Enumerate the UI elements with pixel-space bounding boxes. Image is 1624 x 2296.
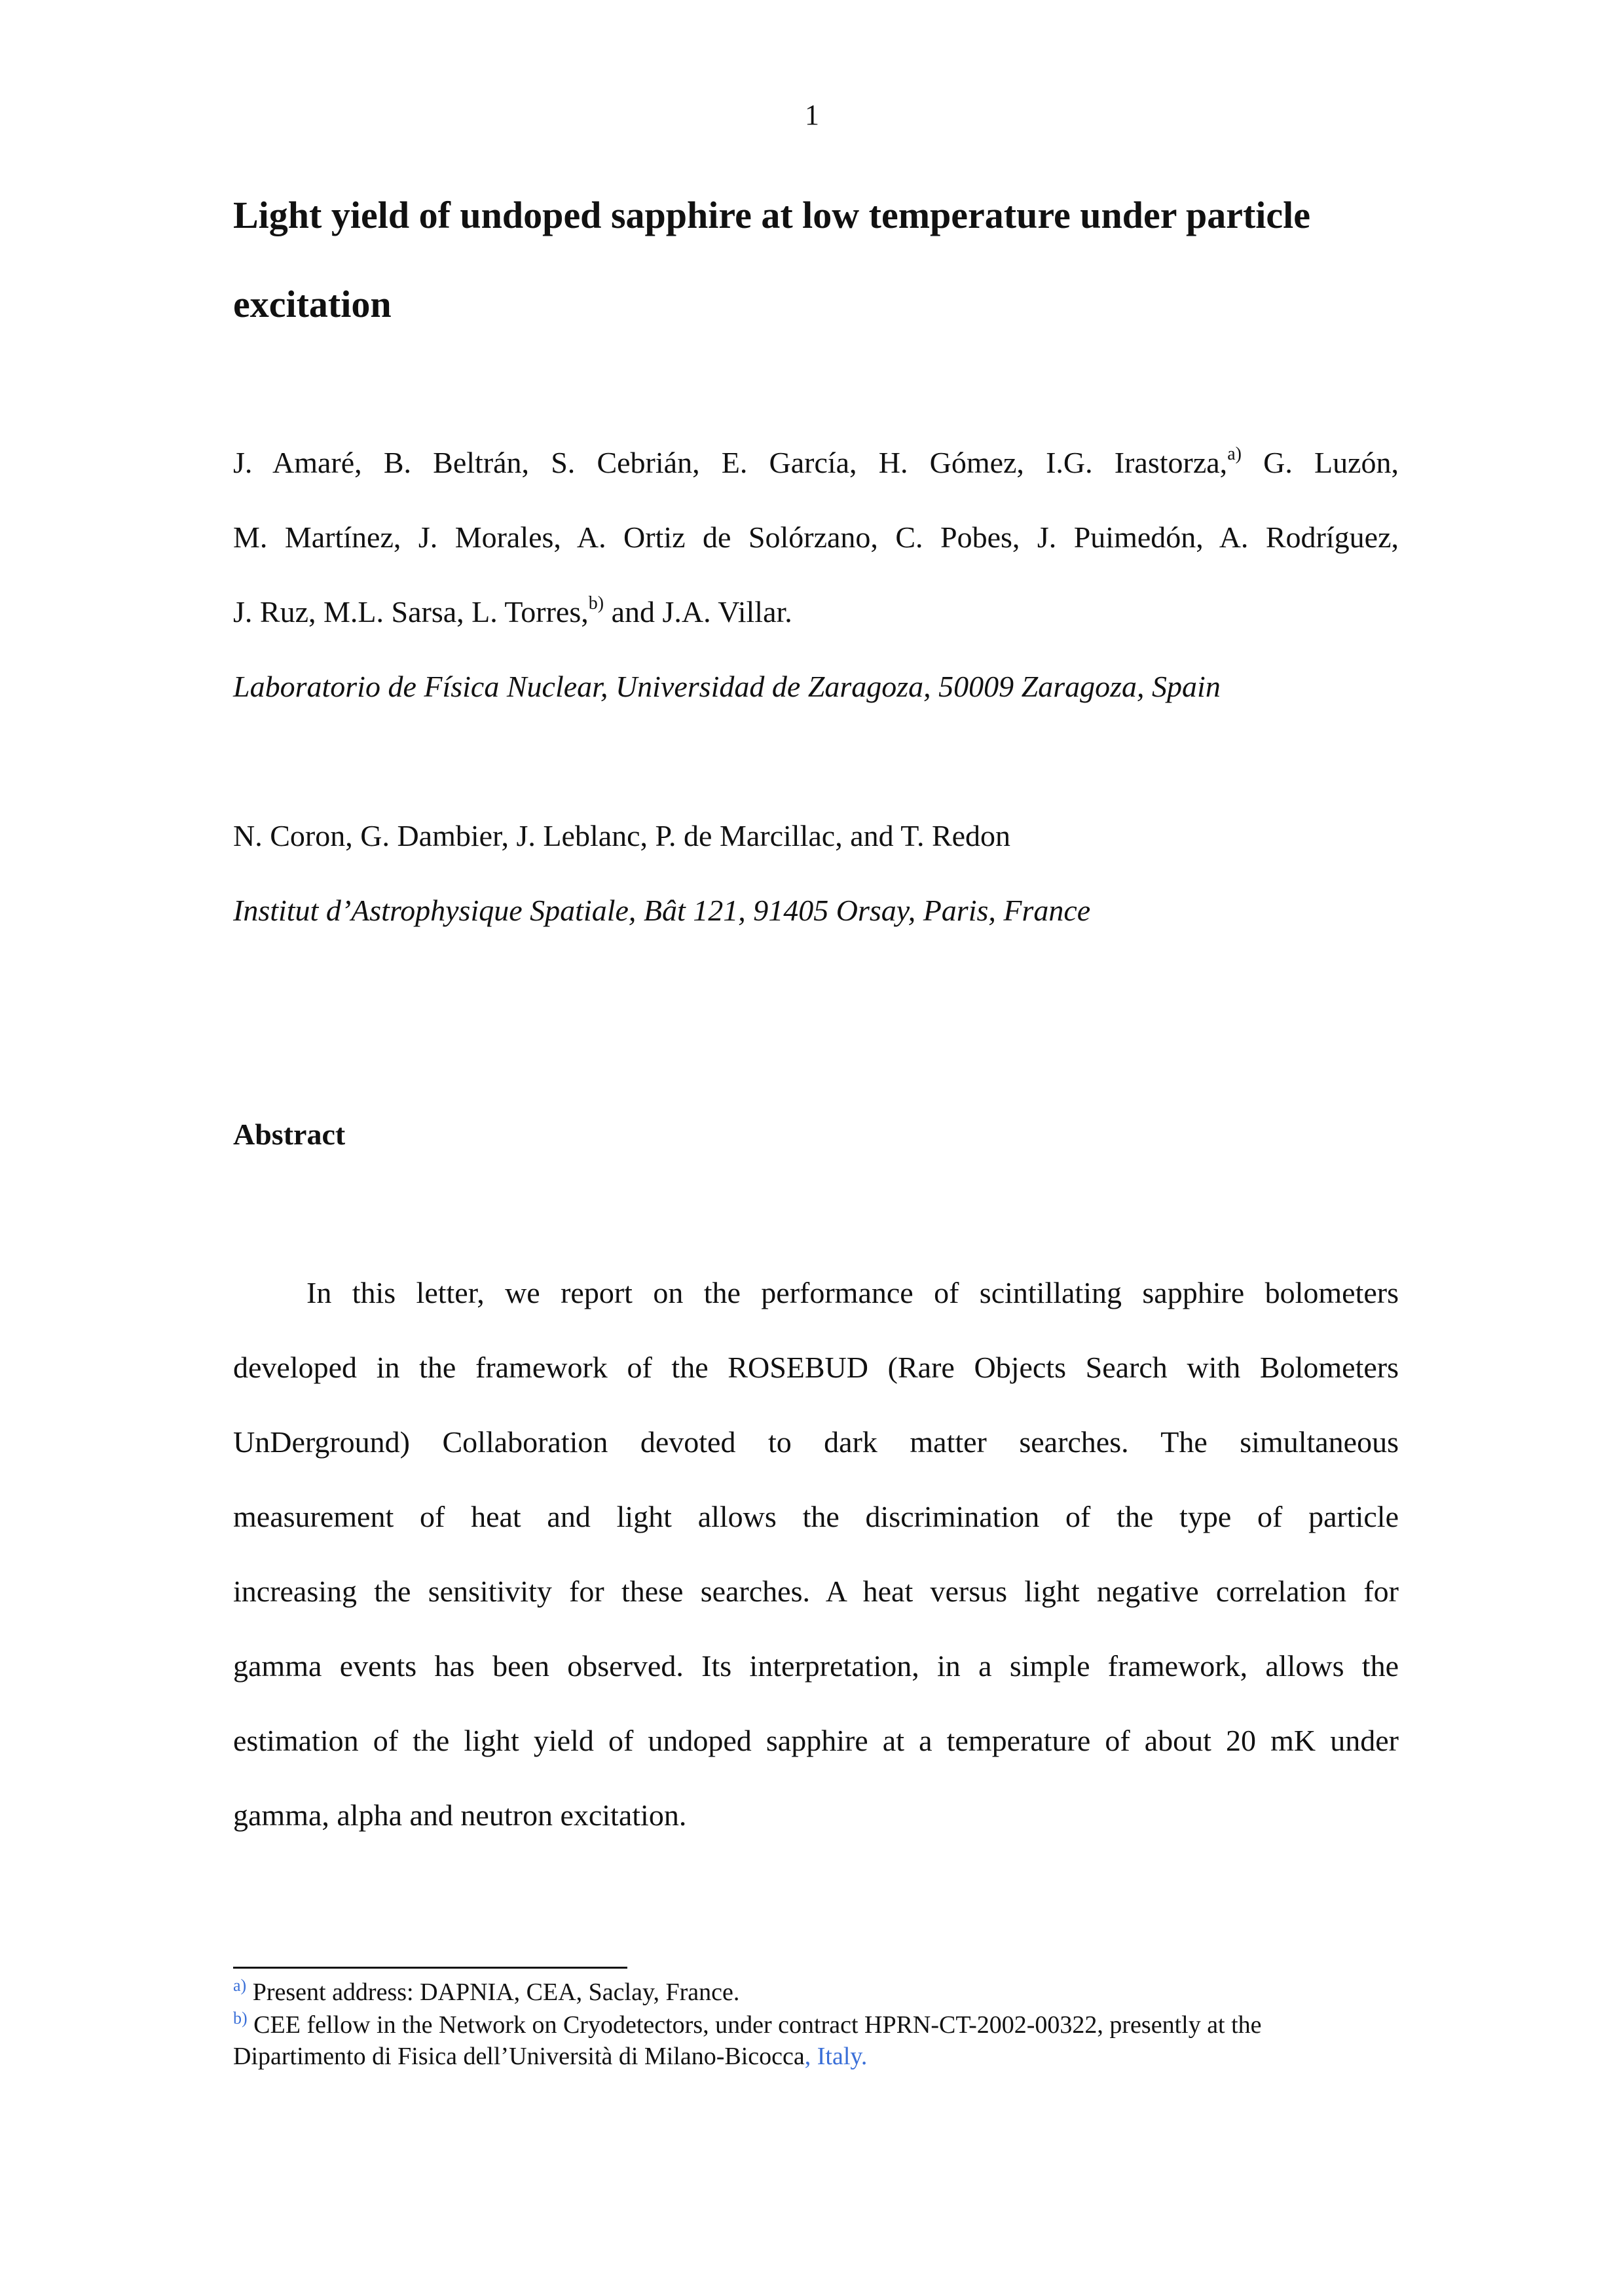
footnote-ref-b: b): [588, 593, 604, 613]
author-name: A. Rodríguez,: [1219, 520, 1399, 554]
author-name: E. García,: [721, 446, 857, 479]
footnote-mark-a: a): [233, 1976, 247, 1995]
abstract-line: increasing the sensitivity for these searches. A heat versus light negative correlation for: [233, 1575, 1399, 1608]
abstract-line: In this letter, we report on the performance of scintillating sapphire bolometers: [306, 1276, 1399, 1309]
footnote-b-text-cont: Dipartimento di Fisica dell’Università di Milano-Bicocca: [233, 2043, 805, 2070]
paper-title-line-1: Light yield of undoped sapphire at low temperature under particle: [233, 194, 1311, 236]
abstract-line: developed in the framework of the ROSEBUD (Rare Objects Search with Bolometers: [233, 1351, 1399, 1384]
author-name: S. Cebrián,: [551, 446, 700, 479]
paper-title-line-2: excitation: [233, 283, 392, 325]
footnote-a: [233, 1976, 740, 2006]
author-line-1: [233, 444, 1399, 479]
author-name: C. Pobes,: [895, 520, 1020, 554]
affiliation-zaragoza: Laboratorio de Física Nuclear, Universidad de Zaragoza, 50009 Zaragoza, Spain: [233, 670, 1221, 703]
abstract-line: estimation of the light yield of undoped sapphire at a temperature of about 20 mK under: [233, 1724, 1399, 1757]
abstract-line: gamma events has been observed. Its interpretation, in a simple framework, allows the: [233, 1649, 1399, 1683]
affiliation-orsay: Institut d’Astrophysique Spatiale, Bât 121, 91405 Orsay, Paris, France: [233, 894, 1091, 927]
footnote-a-text: Present address: DAPNIA, CEA, Saclay, France.: [246, 1978, 740, 2006]
footnote-b-text: CEE fellow in the Network on Cryodetectors, under contract HPRN-CT-2002-00322, presently at the: [247, 2011, 1262, 2039]
author-name: J. Morales,: [418, 520, 561, 554]
footnote-b-line-1: [233, 2009, 1262, 2039]
author-name: H. Gómez,: [878, 446, 1024, 479]
author-name-part: Solórzano,: [748, 520, 878, 554]
author-name-part: de: [703, 520, 731, 554]
author-names: J. Ruz, M.L. Sarsa, L. Torres,: [233, 595, 589, 629]
abstract-line: measurement of heat and light allows the discrimination of the type of particle: [233, 1500, 1399, 1533]
author-name: B. Beltrán,: [383, 446, 530, 479]
footnote-ref-a: a): [1227, 444, 1242, 464]
abstract-line: UnDerground) Collaboration devoted to dark matter searches. The simultaneous: [233, 1425, 1399, 1459]
footnote-b-link-tail[interactable]: , Italy.: [804, 2043, 868, 2070]
footnote-separator: [233, 1967, 627, 1969]
author-name-irastorza: I.G. Irastorza,$^{a)}$: [1046, 444, 1242, 479]
author-name: M. Martínez,: [233, 520, 401, 554]
abstract-heading: Abstract: [233, 1118, 346, 1151]
abstract-line-last: gamma, alpha and neutron excitation.: [233, 1798, 687, 1832]
author-name: J. Amaré,: [233, 446, 362, 479]
author-names-tail: and J.A. Villar.: [604, 595, 792, 629]
author-line-2: [233, 522, 1399, 553]
author-line-3: [233, 593, 792, 629]
author-name: J. Puimedón,: [1037, 520, 1204, 554]
author-line-group-2: N. Coron, G. Dambier, J. Leblanc, P. de Marcillac, and T. Redon: [233, 819, 1011, 852]
author-name-part: A. Ortiz: [576, 520, 686, 554]
page-number: 1: [805, 99, 819, 131]
footnote-mark-b: b): [233, 2009, 248, 2028]
footnote-b-line-2: [233, 2044, 867, 2069]
author-name: G. Luzón,: [1263, 446, 1399, 479]
